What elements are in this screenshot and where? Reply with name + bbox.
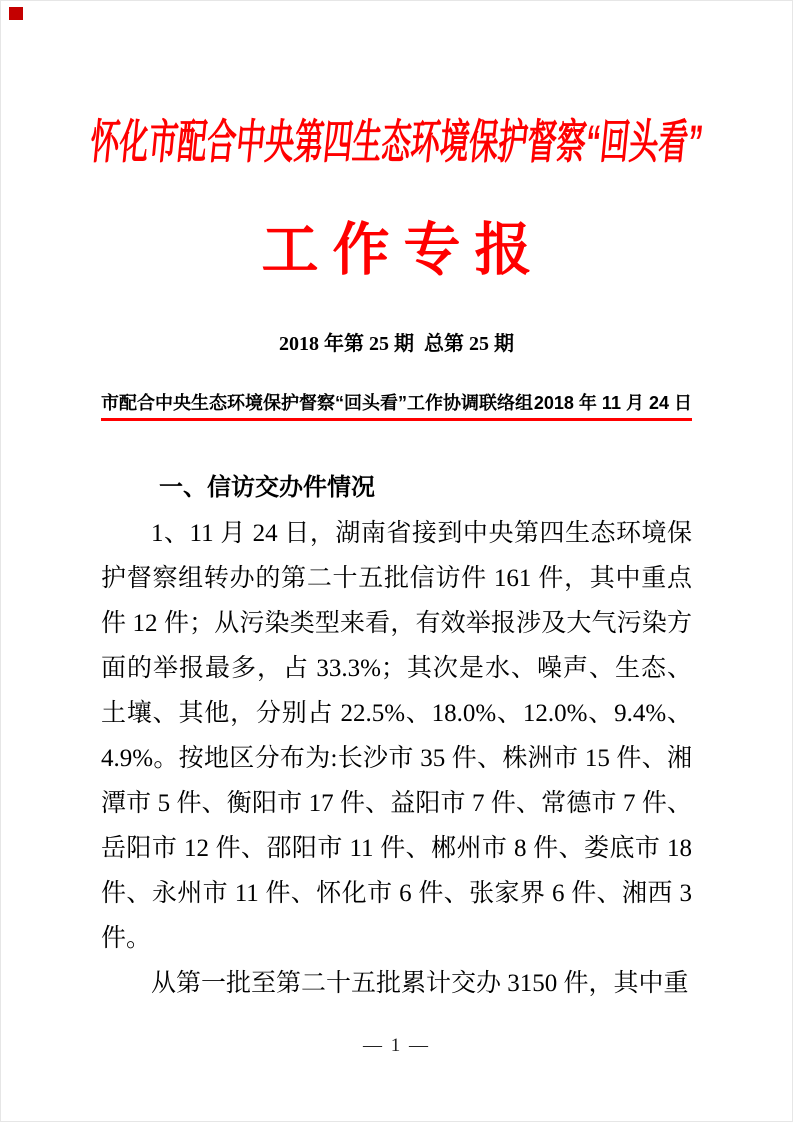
- body-paragraph: 1、11 月 24 日，湖南省接到中央第四生态环境保护督察组转办的第二十五批信访件 161 件，其中重点件 12 件；从污染类型来看，有效举报涉及大气污染方面的举报最多，占 33.3%；其次是水、噪声、生态、土壤、其他，分别占 22.5%、18.0%、12.0%、9.4%、4.9%。按地区分布为:长沙市 35 件、株洲市 15 件、湘潭市 5 件、衡阳市 17 件、益阳市 7 件、常德市 7 件、岳阳市 12 件、邵阳市 11 件、郴州市 8 件、娄底市 18 件、永州市 11 件、怀化市 6 件、张家界 6 件、湘西 3 件。: [101, 520, 692, 952]
- document-subtitle: 工作专报: [261, 218, 546, 282]
- body-paragraph: 从第一批至第二十五批累计交办 3150 件，其中重: [151, 970, 689, 997]
- document-title: 怀化市配合中央第四生态环境保护督察“回头看”: [87, 115, 706, 168]
- document-title-row: [1, 107, 792, 177]
- issuing-org: 市配合中央生态环境保护督察“回头看”工作协调联络组: [101, 393, 533, 413]
- red-corner-mark: [9, 7, 23, 20]
- document-body: [101, 473, 692, 1006]
- issue-date: 2018 年 11 月 24 日: [533, 393, 692, 413]
- body-paragraphs: [101, 511, 692, 1006]
- masthead: [101, 392, 692, 414]
- issue-number: 2018 年第 25 期 总第 25 期: [279, 333, 514, 355]
- section-heading: 一、信访交办件情况: [159, 474, 375, 501]
- red-divider: [101, 418, 692, 421]
- page-number: — 1 —: [363, 1035, 430, 1056]
